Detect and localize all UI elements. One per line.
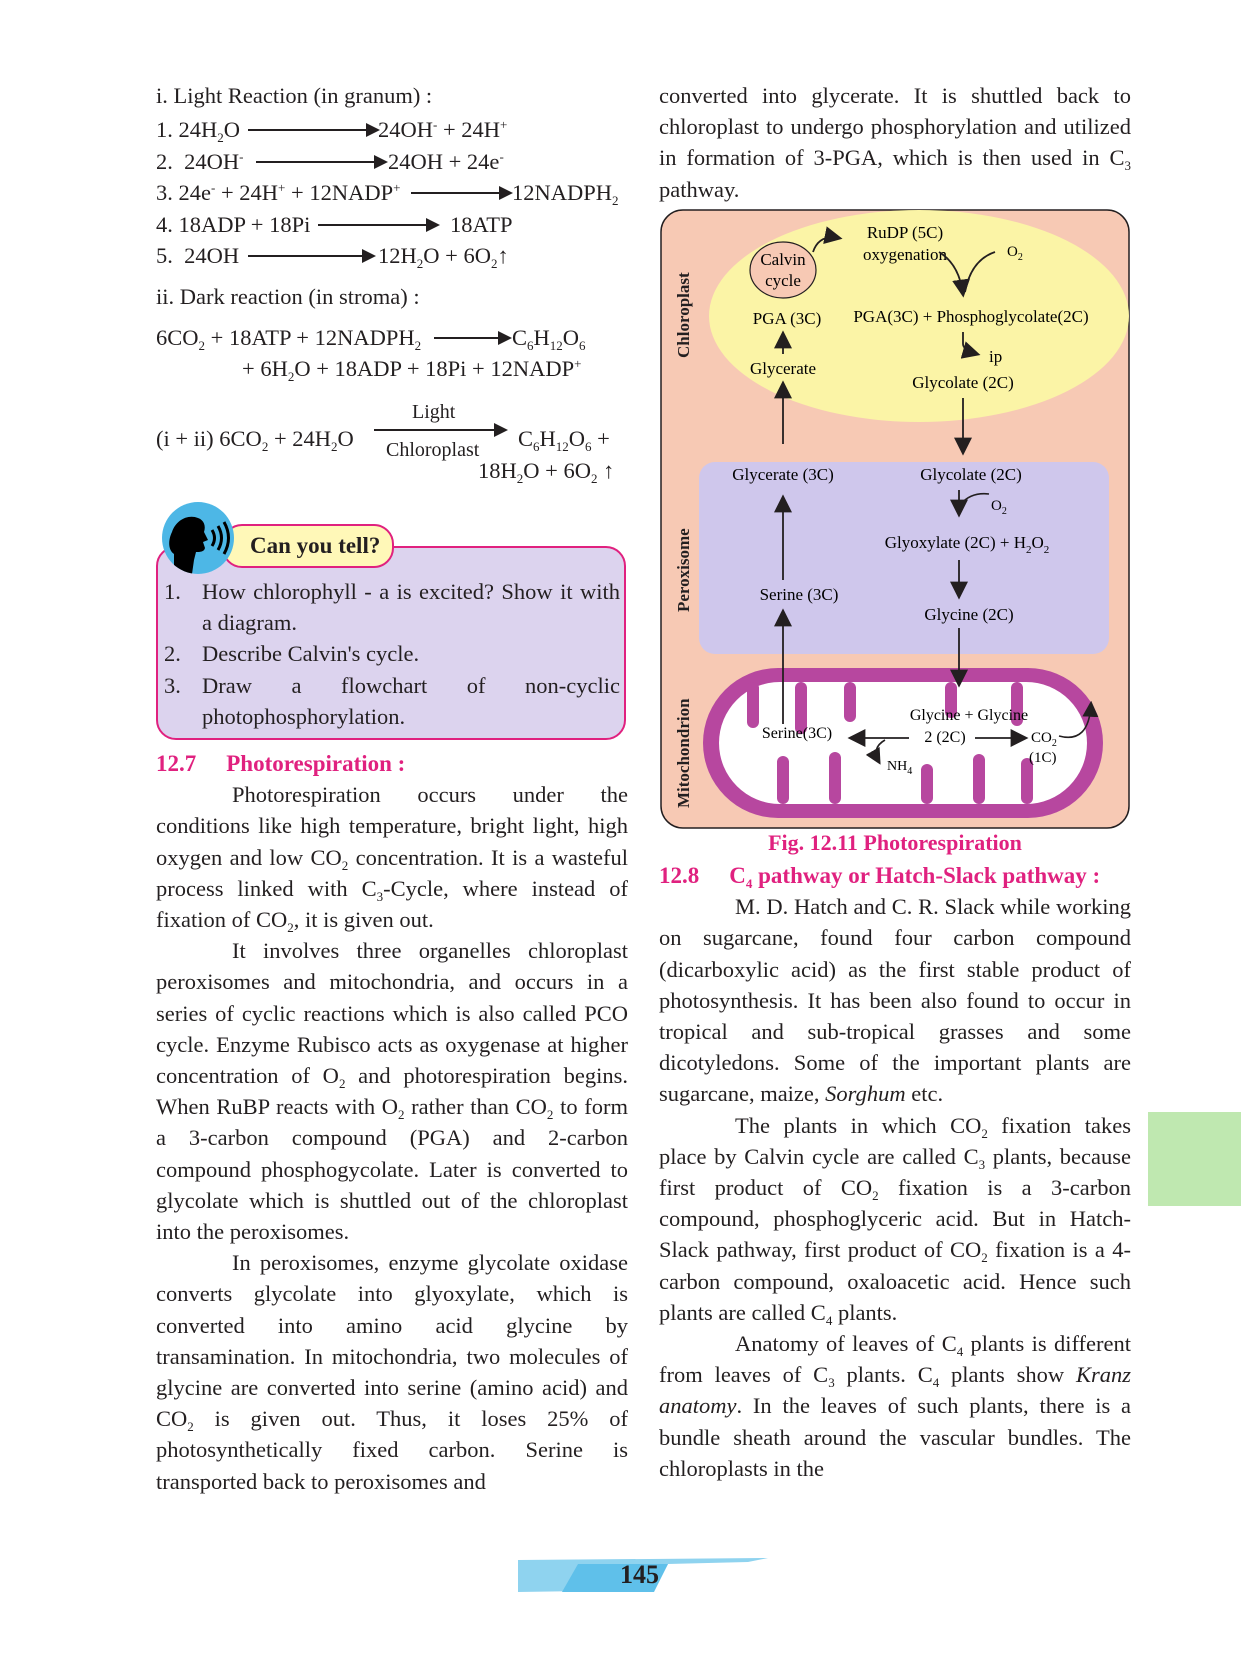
one-c-label: (1C) [1029,750,1057,766]
glyoxylate-label: Glyoxylate $(2C) + H_2O_2$ [884,533,1050,556]
can-you-tell-title: Can you tell? [222,524,394,568]
reaction-arrow [248,255,374,257]
section-heading-12-8: 12.8 $C_4$ pathway or Hatch-Slack pathway : [659,863,1101,891]
pga-phosphoglycolate-label: PGA(3C) + Phosphoglycolate(2C) [853,307,1089,326]
paragraph: Photorespiration occurs under the conditions like high temperature, bright light, high oxygen and low $CO_2$ concentration. It is a wasteful process linked with $C_3$-Cycle, where instead of fixation of $CO_2$, it is given out. [156,782,629,936]
equation-4: 4. 18ADP + 18Pi 18ATP [156,211,513,237]
cycle-label: cycle [765,271,801,290]
list-item: 1. How chlorophyll - a is excited? Show it with a diagram. [164,579,620,636]
question-list [164,576,620,732]
serine-label: Serine (3C) [759,585,839,604]
paragraph: converted into glycerate. It is shuttled back to chloroplast to undergo phosphorylation and utilized in formation of 3-PGA, which is then used in $C_3$ pathway. [659,83,1131,202]
equation-3: 3. 24e- + 24H+ + 12NADP+ $12NADPH_2$ [156,180,619,209]
o2-label: $O_2$ [1007,244,1023,263]
right-column [659,80,1131,205]
light-label: Light [412,400,456,423]
left-column [156,80,628,486]
o2-label-2: $O_2$ [991,498,1007,517]
glycolate-2c-label: Glycolate (2C) [920,465,1022,484]
serine-mito-label: Serine(3C) [761,725,833,742]
light-reaction-heading: i. Light Reaction (in granum) : [156,83,433,108]
side-tab [1148,1112,1241,1206]
page-number: 145 [620,1560,659,1589]
dark-equation-line-1: $6CO_2 + 18ATP$ + $12NADPH_2$ $C_6H_{12}O_6$ [156,324,586,353]
speaking-person-icon [162,502,234,574]
dark-equation-line-2: + $6H_2O + 18ADP + 18Pi$ + 12NADP+ [242,356,582,385]
reaction-arrow [318,224,438,226]
paragraph: It involves three organelles chloroplast peroxisomes and mitochondria, and occurs in a series of cyclic reactions which is also called PCO cycle. Enzyme Rubisco acts as oxygenase at higher concentration of $O_2$ and photorespiration begins. When RuBP reacts with $O_2$ rather than $CO_2$ to form a 3-carbon compound (PGA) and 2-carbon compound phosphogycolate. Later is converted to glycolate which is shuttled out of the chloroplast into the peroxisomes. [156,938,629,1245]
figure-caption: Fig. 12.11 Photorespiration [768,830,1022,855]
nh4-label: $NH_4$ [887,759,913,777]
right-column-lower [659,860,1131,1484]
photorespiration-figure [659,208,1131,830]
reaction-arrow [248,129,378,131]
glycine-glycine-label: Glycine + Glycine [909,707,1029,724]
dark-reaction-heading: ii. Dark reaction (in stroma) : [156,283,420,309]
reaction-arrow [374,429,506,431]
reaction-arrow [256,161,386,163]
paragraph: Anatomy of leaves of $C_4$ plants is different from leaves of $C_3$ plants. $C_4$ plants show Kranz anatomy. In the leaves of such plants, there is a bundle sheath around the vascular bundles. The chloroplasts in the [659,1331,1131,1481]
reaction-arrow [434,337,510,339]
reaction-arrow [411,192,511,194]
glycine-label: Glycine (2C) [924,605,1014,624]
glycolate-label: Glycolate (2C) [912,373,1014,392]
list-item: 3. Draw a flowchart of non-cyclic photophosphorylation. [164,672,620,729]
ip-label: ip [989,347,1003,366]
equation-2: 2. 24OH- 24OH + 24e- [156,148,504,174]
equation-1: 1. $24H_2O$ 24OH- + 24H+ [156,117,508,146]
pga-label: PGA (3C) [752,309,822,328]
left-column-lower [156,748,628,1497]
list-item: 2. Describe Calvin's cycle. [164,641,420,667]
paragraph: M. D. Hatch and C. R. Slack while working on sugarcane, found four carbon compound (dicarboxylic acid) as the first stable product of photosynthesis. It has been also found to occur in tropical and sub-tropical grasses and some dicotyledons. Some of the important plants are sugarcane, maize, Sorghum etc. [659,894,1131,1107]
oxygenation-label: oxygenation [862,245,948,264]
glycerate-label: Glycerate [749,359,817,378]
section-heading-12-7: 12.7 Photorespiration : [156,751,406,776]
paragraph: The plants in which $CO_2$ fixation takes place by Calvin cycle are called $C_3$ plants, because first product of $CO_2$ fixation is a 3-carbon compound, phosphoglyceric acid. But in Hatch-Slack pathway, first product of $CO_2$ fixation is a 4-carbon compound, oxaloacetic acid. Hence such plants are called $C_4$ plants. [659,1112,1131,1328]
peroxisome-box [699,462,1109,654]
mitochondrion-side-label: Mitochondrion [674,698,693,808]
calvin-label: Calvin [760,250,806,269]
glycerate-3c-label: Glycerate (3C) [732,465,834,484]
chloroplast-label: Chloroplast [386,438,480,461]
two-2c-label: 2 (2C) [924,729,966,746]
rudp-label: RuDP (5C) [866,223,944,242]
overall-equation: (i + ii) $6CO_2 + 24H_2O$ Light Chloroplast $C_6H_{12}O_6$ + $18H_2O + 6O_2$ ↑ [156,395,628,479]
peroxisome-side-label: Peroxisome [674,528,693,612]
paragraph: In peroxisomes, enzyme glycolate oxidase converts glycolate into glyoxylate, which is converted into amino acid glycine by transamination. In mitochondria, two molecules of glycine are converted into serine (amino acid) and $CO_2$ is given out. Thus, it loses 25% of photosynthetically fixed carbon. Serine is transported back to peroxisomes and [156,1250,628,1494]
equation-5: 5. 24OH $12H_2O$ + $6O_2↑$ [156,243,509,272]
co2-label: $CO_2$ [1031,730,1057,749]
chloroplast-side-label: Chloroplast [674,272,693,358]
